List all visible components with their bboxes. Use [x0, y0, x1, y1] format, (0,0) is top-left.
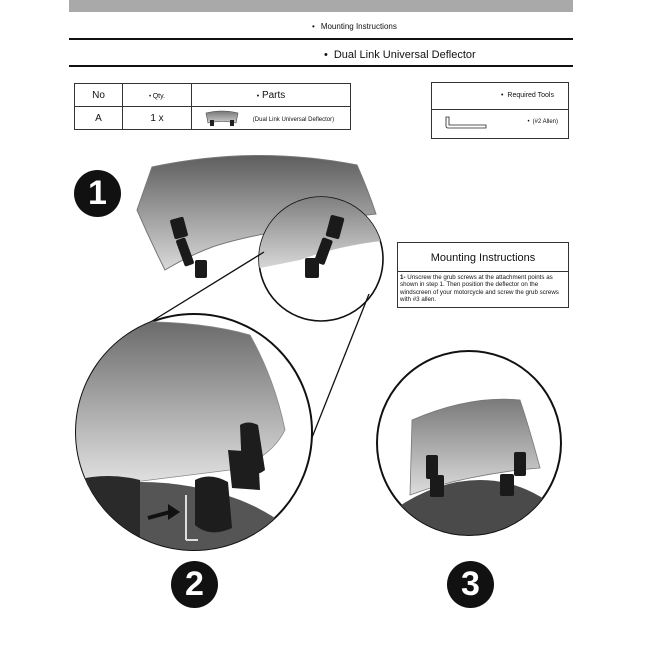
row-no: A: [75, 107, 123, 130]
col-no: No: [75, 84, 123, 107]
row-qty: 1 x: [123, 107, 192, 130]
product-title-text: Dual Link Universal Deflector: [333, 49, 476, 61]
product-title: • Dual Link Universal Deflector: [324, 49, 476, 61]
row-part-label: (Dual Link Universal Deflector): [252, 116, 335, 123]
col-parts: • Parts: [192, 84, 351, 107]
instructions-body: 1- Unscrew the grub screws at the attachment points as shown in step 1. Then position the deflector on the windscreen of your motorcycle and screw the grub screws with #3 allen.: [400, 274, 559, 304]
mounting-detail-icon: [60, 314, 320, 560]
col-qty: • Qty.: [123, 84, 192, 107]
step-1-badge: 1: [74, 170, 121, 217]
tools-title: • Required Tools: [500, 92, 554, 99]
header-title-text: Mounting Instructions: [320, 22, 397, 31]
mounted-deflector-icon: [377, 351, 570, 560]
tools-item: • (#2 Allen): [527, 119, 558, 125]
step-2-badge: 2: [171, 561, 218, 608]
header-title: • Mounting Instructions: [312, 22, 397, 31]
step-3-badge: 3: [447, 561, 494, 608]
instructions-title: Mounting Instructions: [430, 252, 536, 264]
